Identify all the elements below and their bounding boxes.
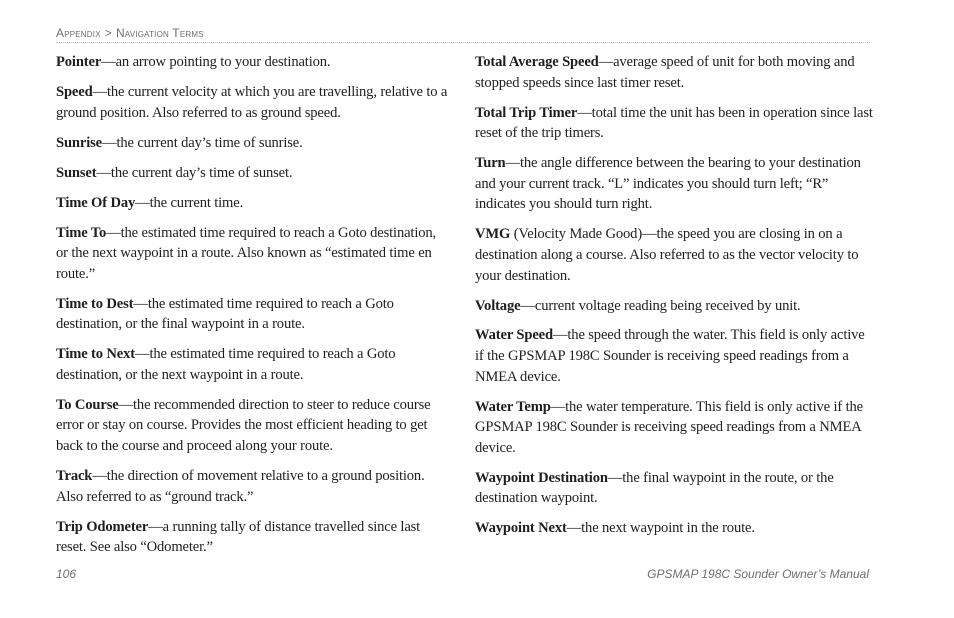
glossary-entry bbox=[475, 52, 873, 93]
glossary-definition: —the current day’s time of sunrise. bbox=[102, 134, 303, 151]
glossary-definition: —the current time. bbox=[135, 194, 244, 211]
glossary-term: Trip Odometer bbox=[56, 518, 149, 535]
glossary-definition: —total time the unit has been in operation since last reset of the trip timers. bbox=[475, 104, 873, 142]
glossary-term: Sunrise bbox=[56, 134, 102, 151]
glossary-entry bbox=[475, 103, 873, 144]
glossary-term: Track bbox=[56, 468, 93, 485]
glossary-definition: —the speed through the water. This field is only active if the GPSMAP 198C Sounder is receiving speed readings from a NMEA device. bbox=[475, 327, 865, 385]
manual-title: GPSMAP 198C Sounder Owner’s Manual bbox=[647, 567, 869, 581]
glossary-definition: —the estimated time required to reach a Goto destination, or the next waypoint in a route. bbox=[56, 346, 396, 383]
glossary-entry bbox=[56, 344, 448, 385]
glossary-entry bbox=[56, 52, 448, 73]
glossary-entry bbox=[56, 223, 448, 285]
glossary-definition: —the final waypoint in the route, or the destination waypoint. bbox=[475, 469, 834, 507]
glossary-entry bbox=[475, 397, 873, 459]
glossary-definition: —current voltage reading being received by unit. bbox=[520, 297, 801, 314]
breadcrumb-separator: > bbox=[104, 26, 112, 40]
breadcrumb-section: Appendix bbox=[56, 26, 101, 40]
glossary-entry bbox=[56, 163, 448, 184]
header-divider bbox=[56, 42, 870, 43]
glossary-term: Time to Next bbox=[56, 346, 135, 363]
glossary-definition: —average speed of unit for both moving and stopped speeds since last timer reset. bbox=[475, 54, 855, 91]
glossary-entry bbox=[475, 518, 873, 539]
glossary-entry bbox=[475, 468, 873, 509]
glossary-term: Sunset bbox=[56, 164, 97, 181]
glossary-entry bbox=[56, 133, 448, 154]
glossary-entry bbox=[56, 294, 448, 335]
glossary-term: Water Temp bbox=[475, 398, 551, 415]
glossary-term: Total Trip Timer bbox=[475, 104, 578, 121]
glossary-entry bbox=[56, 193, 448, 214]
glossary-definition: —the estimated time required to reach a Goto destination, or the next waypoint in a route. Also known as “estimated time en route.” bbox=[56, 224, 437, 282]
breadcrumb-page: Navigation Terms bbox=[115, 26, 204, 40]
glossary-term: Waypoint Destination bbox=[475, 469, 608, 486]
glossary-entry bbox=[475, 224, 873, 286]
glossary-term: VMG bbox=[475, 226, 511, 243]
glossary-term: To Course bbox=[56, 396, 119, 413]
glossary-term: Pointer bbox=[56, 54, 102, 70]
glossary-definition: —the next waypoint in the route. bbox=[566, 520, 755, 537]
left-column bbox=[56, 52, 448, 567]
right-column bbox=[475, 52, 873, 548]
glossary-definition: —the direction of movement relative to a ground position. Also referred to as “ground track.” bbox=[56, 468, 425, 505]
glossary-term: Time Of Day bbox=[56, 194, 136, 211]
glossary-definition: —the current velocity at which you are travelling, relative to a ground position. Also referred to as ground speed. bbox=[56, 83, 448, 121]
glossary-definition: —the estimated time required to reach a Goto destination, or the final waypoint in a route. bbox=[56, 295, 394, 333]
glossary-entry bbox=[475, 153, 873, 215]
glossary-term: Speed bbox=[56, 83, 93, 100]
glossary-term: Water Speed bbox=[475, 327, 553, 344]
glossary-definition: —the water temperature. This field is only active if the GPSMAP 198C Sounder is receiving speed readings from a NMEA device. bbox=[475, 398, 863, 456]
glossary-term: Turn bbox=[475, 155, 506, 172]
glossary-entry bbox=[475, 296, 873, 317]
glossary-definition: (Velocity Made Good)—the speed you are closing in on a destination along a course. Also referred to as the vector velocity to your destination. bbox=[475, 226, 859, 284]
glossary-entry bbox=[56, 82, 448, 123]
breadcrumb bbox=[56, 26, 204, 40]
glossary-definition: —a running tally of distance travelled since last reset. See also “Odometer.” bbox=[56, 518, 421, 556]
glossary-definition: —an arrow pointing to your destination. bbox=[101, 54, 331, 70]
glossary-term: Voltage bbox=[475, 297, 521, 314]
page-number: 106 bbox=[56, 567, 77, 581]
glossary-definition: —the current day’s time of sunset. bbox=[96, 164, 293, 181]
glossary-definition: —the recommended direction to steer to reduce course error or stay on course. Provides the most efficient heading to get back to the course and proceed along your route. bbox=[56, 396, 431, 455]
glossary-entry bbox=[56, 517, 448, 558]
glossary-entry bbox=[56, 395, 448, 457]
glossary-entry bbox=[475, 325, 873, 387]
glossary-term: Total Average Speed bbox=[475, 54, 599, 70]
glossary-term: Time to Dest bbox=[56, 295, 134, 312]
glossary-definition: —the angle difference between the bearing to your destination and your current track. “L” indicates you should turn left; “R” indicates you should turn right. bbox=[475, 155, 861, 213]
glossary-term: Time To bbox=[56, 224, 107, 241]
glossary-entry bbox=[56, 466, 448, 507]
glossary-term: Waypoint Next bbox=[475, 520, 567, 537]
